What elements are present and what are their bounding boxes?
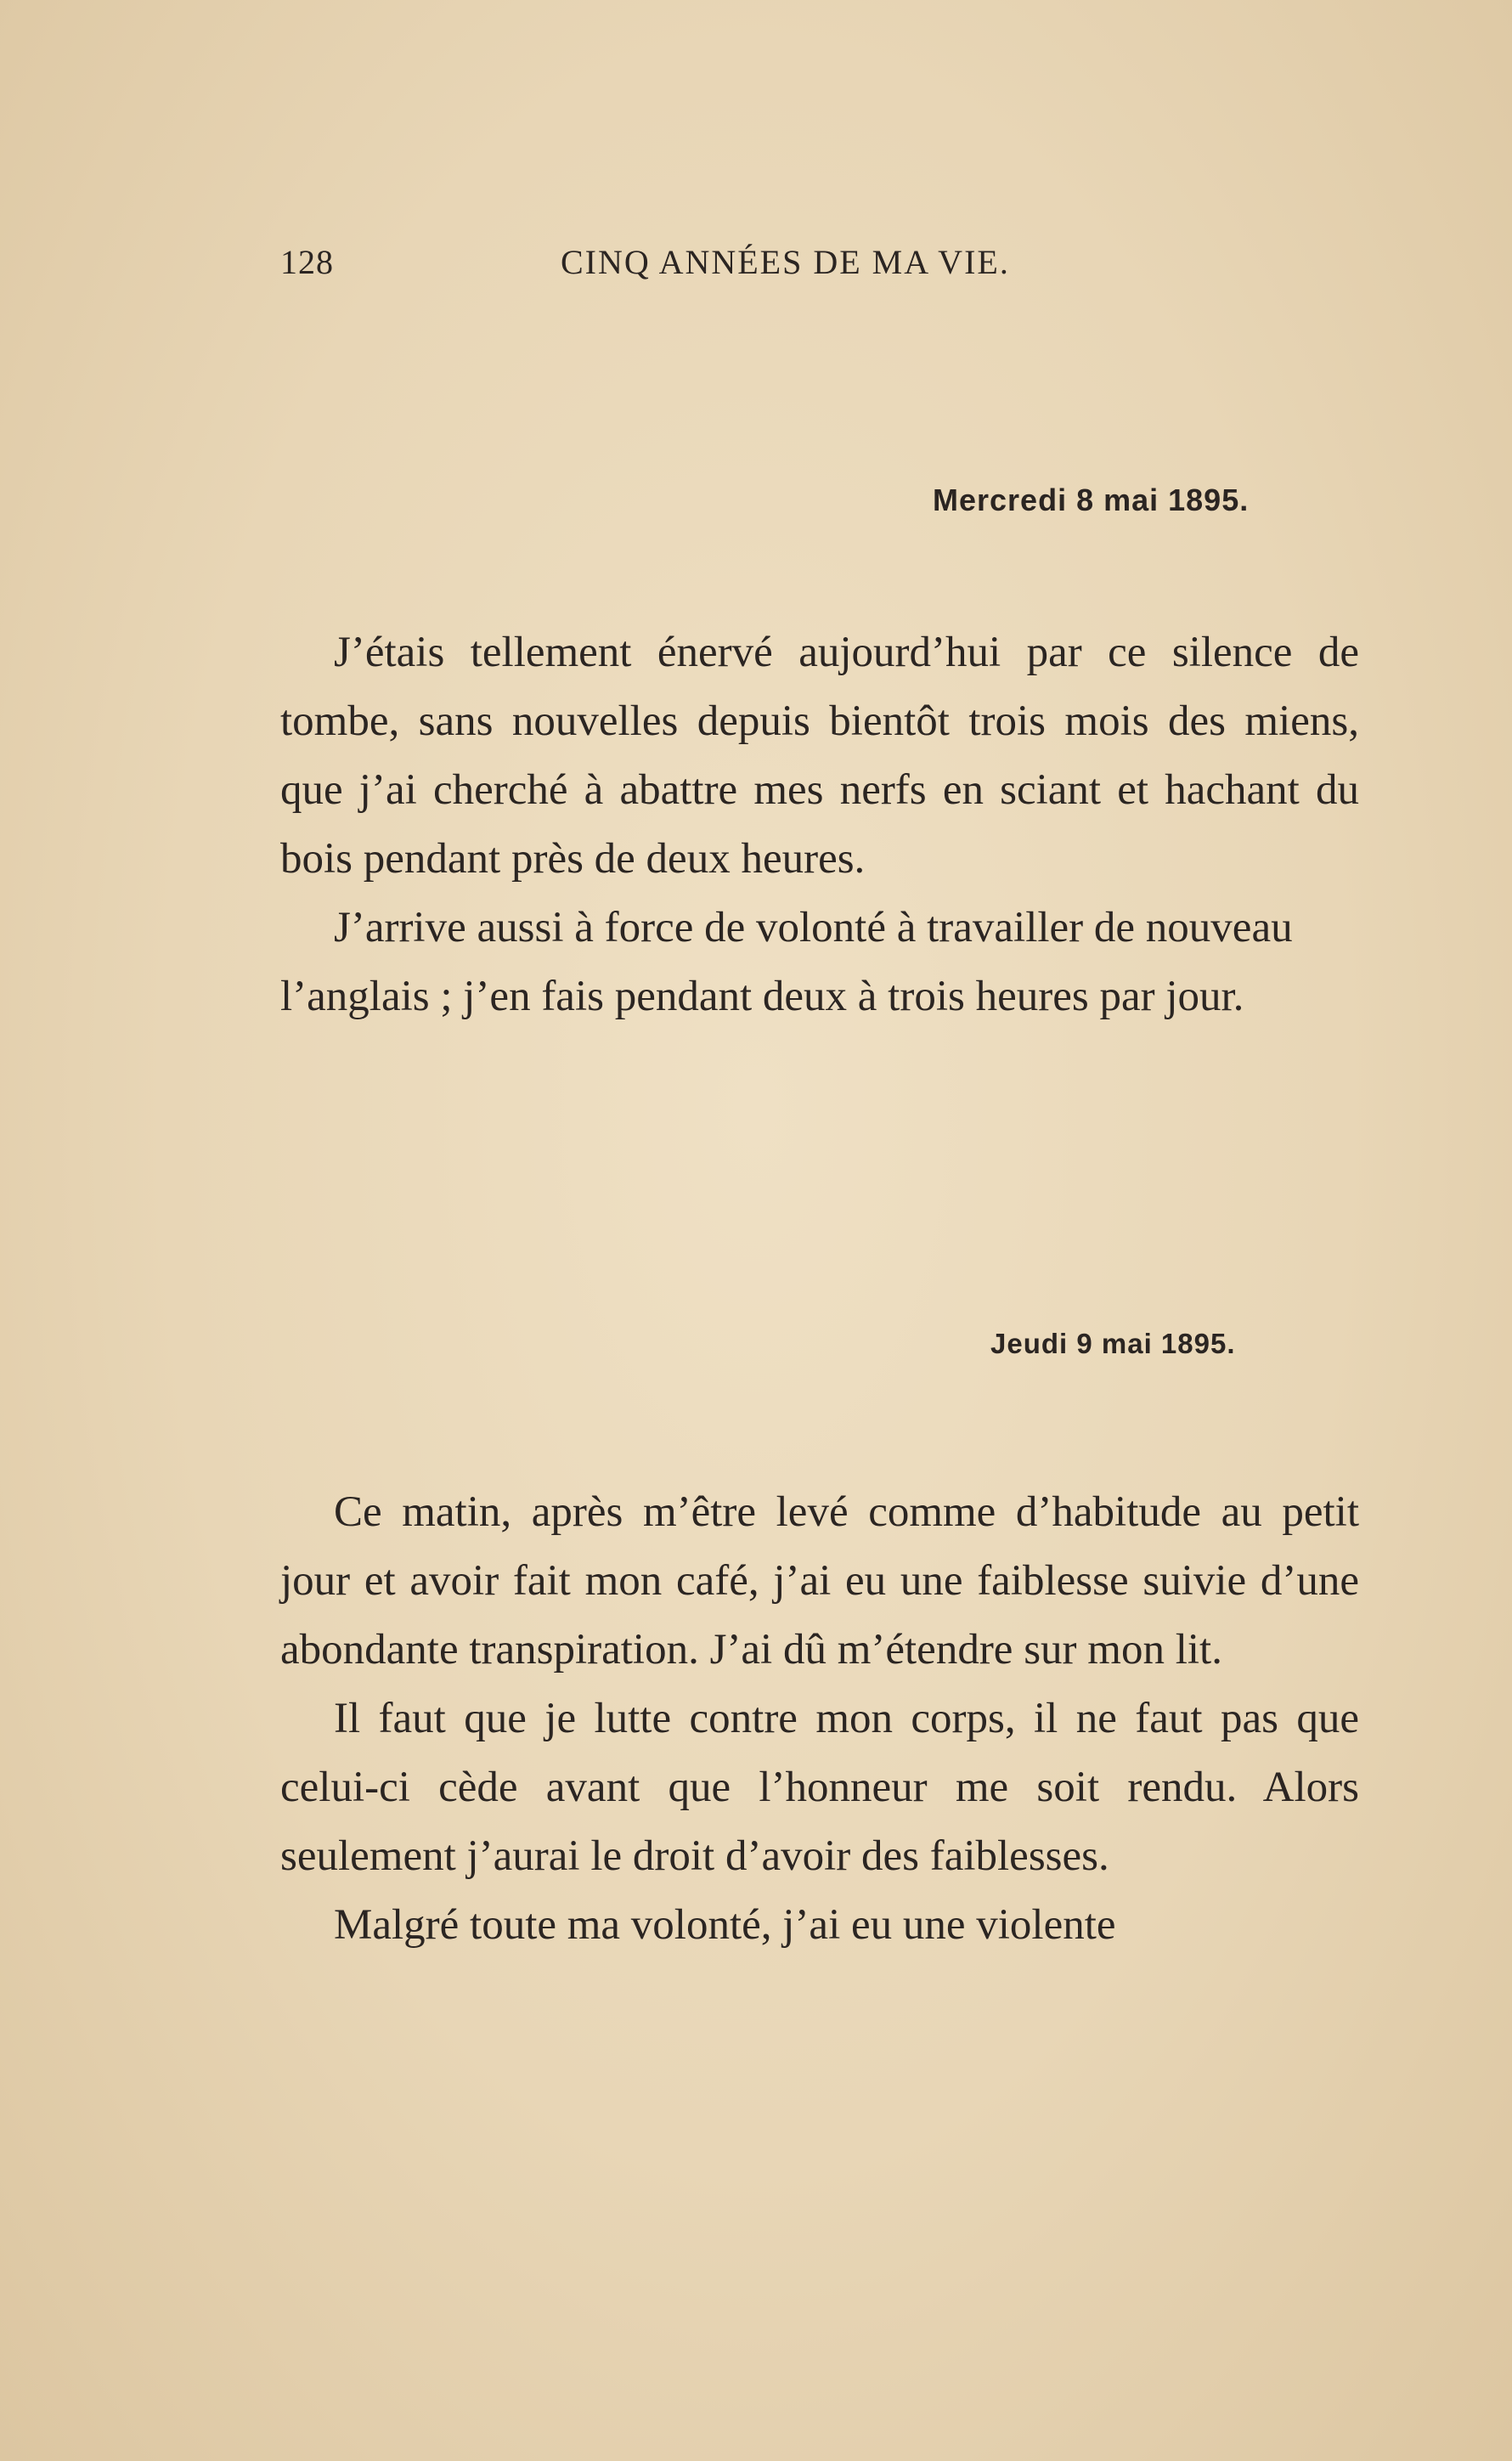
paragraph: Malgré toute ma volonté, j’ai eu une violente (334, 1901, 1116, 1949)
paragraph: Ce matin, après m’être levé comme d’habitude au petit jour et avoir fait mon café, j’ai eu une faiblesse suivie d’une abondante transpiration. J’ai dû m’étendre sur mon lit. (280, 1488, 1359, 1674)
paragraph: J’étais tellement énervé aujourd’hui par ce silence de tombe, sans nouvelles depuis bientôt trois mois des miens, que j’ai cherché à abattre mes nerfs en sciant et hachant du bois pendant près de deux heures. (280, 629, 1359, 883)
paragraph: Il faut que je lutte contre mon corps, il ne faut pas que celui-ci cède avant que l’honneur me soit rendu. Alors seulement j’aurai le droit d’avoir des faiblesses. (280, 1695, 1359, 1880)
entry-date: Mercredi 8 mai 1895. (933, 483, 1250, 517)
entry-date: Jeudi 9 mai 1895. (990, 1328, 1236, 1359)
running-header (280, 242, 1087, 293)
page-number: 128 (280, 243, 334, 281)
paragraph: J’arrive aussi à force de volonté à travailler de nouveau l’anglais ; j’en fais pendant deux à trois heures par jour. (280, 904, 1293, 1020)
running-title: CINQ ANNÉES DE MA VIE. (561, 243, 1010, 281)
entry-body (280, 1478, 1359, 1960)
entry-body (280, 618, 1359, 1031)
